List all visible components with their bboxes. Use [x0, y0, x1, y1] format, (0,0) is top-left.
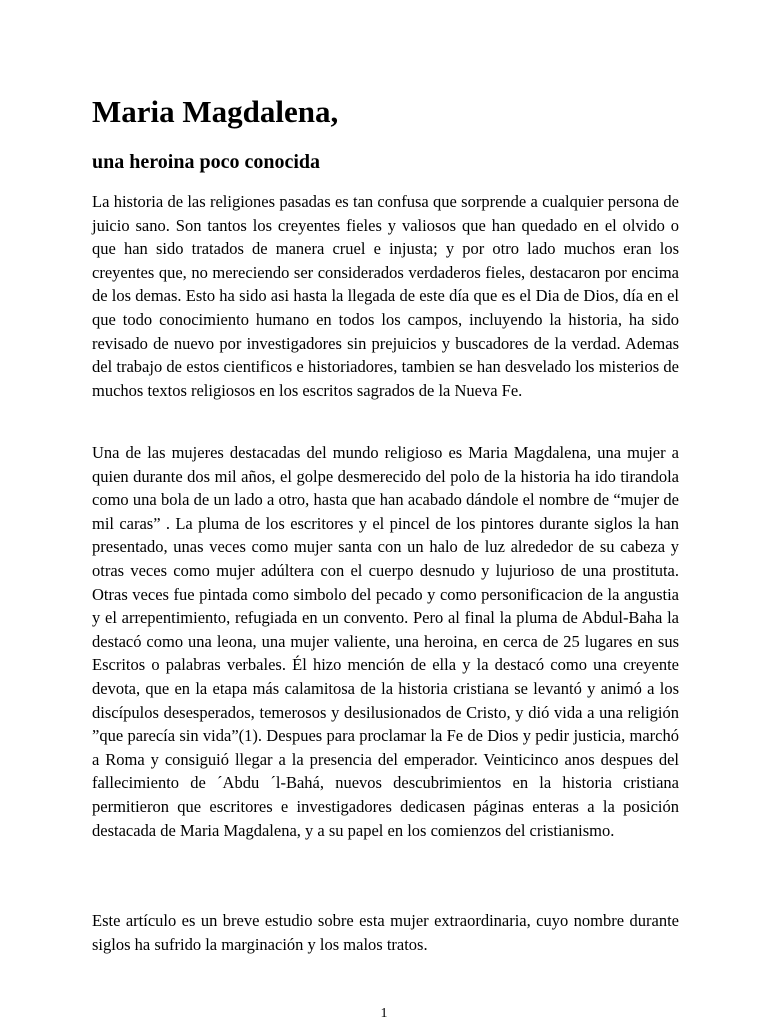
document-subtitle: una heroina poco conocida: [92, 151, 320, 173]
body-paragraph: Una de las mujeres destacadas del mundo religioso es Maria Magdalena, una mujer a quien durante dos mil años, el golpe desmerecido del polo de la historia ha ido tirandola como una bola de un lado a otro, hasta que han acabado dándole el nombre de “mujer de mil caras” . La pluma de los escritores y el pincel de los pintores durante siglos la han presentado, unas veces como mujer santa con un halo de luz alrededor de su cabeza y otras veces como mujer adúltera con el cuerpo desnudo y lujurioso de una prostituta. Otras veces fue pintada como simbolo del pecado y como personificacion de la angustia y el arrepentimiento, refugiada en un convento. Pero al final la pluma de Abdul-Baha la destacó como una leona, una mujer valiente, una heroina, en cerca de 25 lugares en sus Escritos o palabras verbales. Él hizo mención de ella y la destacó como una creyente devota, que en la etapa más calamitosa de la historia cristiana se levantó y animó a los discípulos desesperados, temerosos y desilusionados de Cristo, y dió vida a una religión ”que parecía sin vida”(1). Despues para proclamar la Fe de Dios y pedir justicia, marchó a Roma y consiguió llegar a la presencia del emperador. Veinticinco anos despues del fallecimiento de ´Abdu ´l-Bahá, nuevos descubrimientos en la historia cristiana permitieron que escritores e investigadores dedicasen páginas enteras a la posición destacada de Maria Magdalena, y a su papel en los comienzos del cristianismo.: [92, 443, 679, 840]
body-paragraph-2-container: [92, 441, 679, 842]
page-number: 1: [380, 1006, 388, 1021]
body-paragraph: Este artículo es un breve estudio sobre esta mujer extraordinaria, cuyo nombre durante siglos ha sufrido la marginación y los malos tratos.: [92, 911, 679, 954]
body-paragraph-3-container: [92, 909, 679, 956]
body-paragraph: La historia de las religiones pasadas es tan confusa que sorprende a cualquier persona de juicio sano. Son tantos los creyentes fieles y valiosos que han quedado en el olvido o que han sido tratados de manera cruel e injusta; y por otro lado muchos eran los creyentes que, no mereciendo ser considerados verdaderos fieles, destacaron por encima de los demas. Esto ha sido asi hasta la llegada de este día que es el Dia de Dios, día en el que todo conocimiento humano en todos los campos, incluyendo la historia, ha sido revisado de nuevo por investigadores sin prejuicios y buscadores de la verdad. Ademas del trabajo de estos cientificos e historiadores, tambien se han desvelado los misterios de muchos textos religiosos en los escritos sagrados de la Nueva Fe.: [92, 192, 679, 400]
body-paragraph-1-container: [92, 190, 679, 402]
document-title: Maria Magdalena,: [92, 94, 339, 129]
